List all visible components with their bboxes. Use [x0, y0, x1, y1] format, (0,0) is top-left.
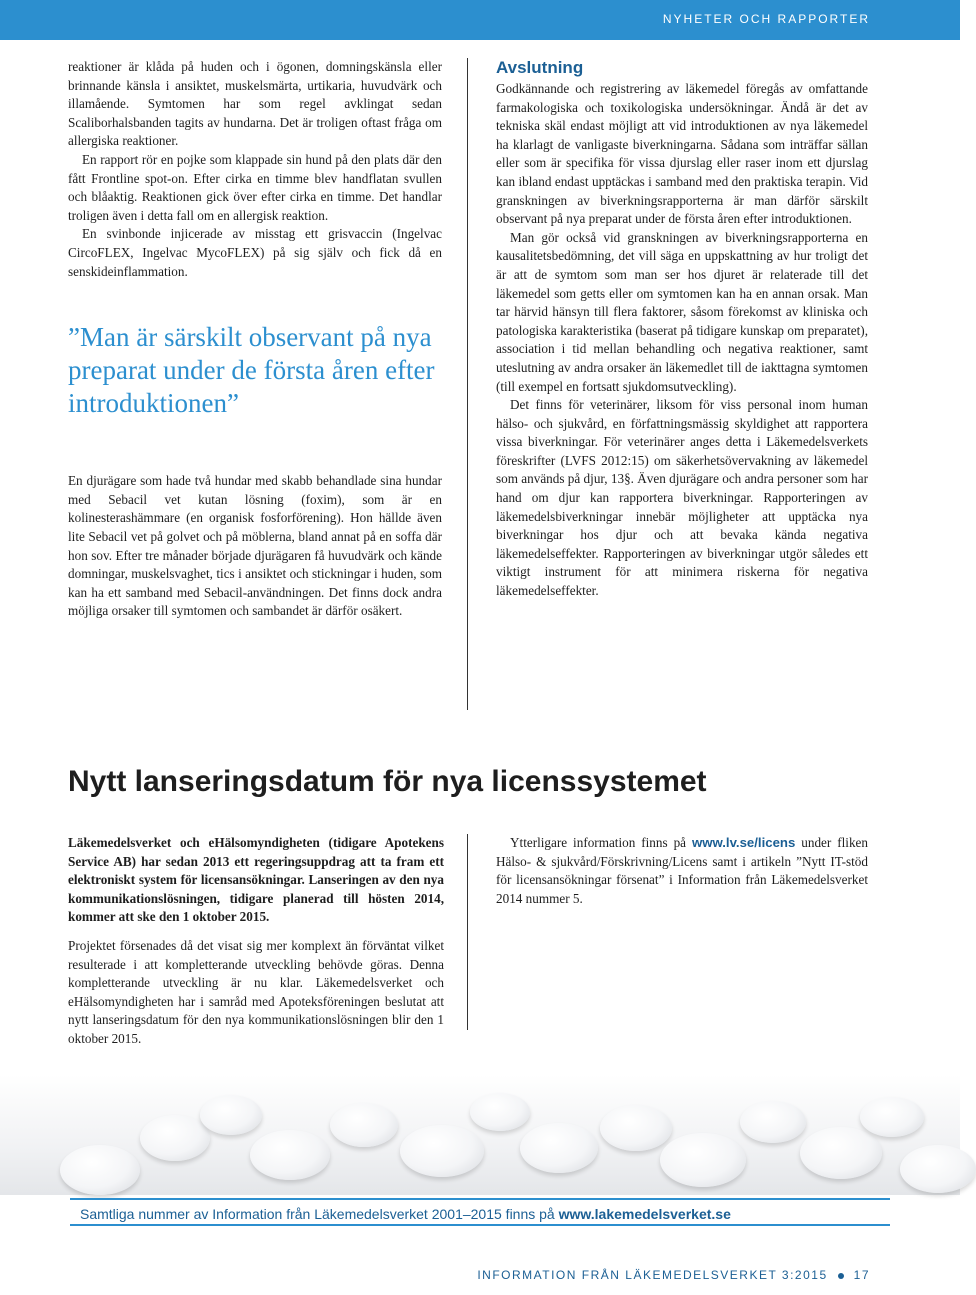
column-divider-2 [467, 834, 468, 1030]
left-column [68, 58, 442, 621]
right-paragraph-3: Det finns för veterinärer, liksom för viss personal inom human hälso- och sjukvård, en författningsmässig skyldighet att rapportera vissa biverkningar. För veterinärer anges detta i Läkemedelsverkets föreskrifter (LVFS 2012:15) om säkerhetsövervakning av läkemedel som används på djur, 13§. Även djurägare och andra personer som har hand om djur kan rapportera biverkningar. Rapporteringen av läkemedelsbiverkningar innebär möjligheter att upptäcka nya biverkningar hos djur och att bevaka kända negativa läkemedelseffekter. Rapporteringen av biverkningar utgör således ett viktigt instrument för att minimera riskerna för negativa läkemedelseffekter. [496, 397, 868, 599]
pill-image [250, 1130, 330, 1180]
page-footer [477, 1268, 870, 1282]
right-column [496, 58, 868, 601]
left-paragraph-2: En rapport rör en pojke som klappade sin hund på den plats där den fått Frontline spot-on. Efter cirka en timme blev handflatan svullen och blåaktig. Reaktionen gick över efter cirka en timme. Det handlar troligen även i detta fall om en allergisk reaktion. [68, 151, 442, 223]
pill-image [520, 1123, 598, 1173]
left-paragraph-4: En djurägare som hade två hundar med skabb behandlade sina hundar med Sebacil vet kutan lösning (foxim), som är en kolinesterashämmare (en organisk fosforförening). Hon hällde även lite Sebacil vet på golvet och på möblerna, bland annat på en soffa där hon sov. Efter tre månader började djurägaren få huvudvärk och kände domningar, muskelsvaghet, tics i ansiktet och stickningar i huden, som kan ha ett samband med Sebacil-användningen. Det finns dock andra möjliga orsaker till symtomen och sambandet är därför osäkert. [68, 473, 442, 619]
left-paragraph-3: En svinbonde injicerade av misstag ett grisvaccin (Ingelvac CircoFLEX, Ingelvac MycoFLEX) på sig själv och fick då en senskideinflammation. [68, 226, 442, 279]
pill-image [900, 1145, 976, 1193]
article2-p2-start: Ytterligare information finns på [510, 835, 692, 850]
article2-paragraph-2 [496, 834, 868, 908]
pill-image [860, 1097, 924, 1137]
pill-image [200, 1095, 262, 1135]
article2-right-column [496, 834, 868, 908]
page-number: 17 [853, 1268, 870, 1282]
left-paragraph-1: reaktioner är klåda på huden och i ögonen, domningskänsla eller brinnande känsla i ansiktet, muskelsmärta, urtikaria, huvudvärk och illamående. Symtomen har som regel avklingat sedan Scaliborhalsbanden tagits av hundarna. Det är troligen oftast fråga om allergiska reaktioner. [68, 59, 442, 149]
pill-image [330, 1103, 398, 1147]
pill-image [660, 1133, 746, 1187]
archive-banner [70, 1198, 890, 1226]
publication-name: INFORMATION FRÅN LÄKEMEDELSVERKET 3:2015 [477, 1268, 828, 1282]
section-header-bar [0, 0, 960, 40]
right-paragraph-1: Godkännande och registrering av läkemedel föregås av omfattande farmakologiska och toxikologiska undersökningar. Ändå är det av tekniska skäl endast möjligt att vid introduktionen av nya läkemedel ha klarlagt de vanligaste biverkningarna. Sådana som inträffar sällan eller som är specifika för vissa djurslag eller raser inom ett djurslag kan ibland endast upptäckas i samband med den praktiska terapin. Vid granskningen av biverkningsrapporterna är man därför särskilt observant på nya preparat under de första åren efter introduktionen. [496, 81, 868, 227]
subheading-avslutning: Avslutning [496, 58, 584, 77]
website-link[interactable]: www.lakemedelsverket.se [558, 1206, 731, 1222]
article2-left-column [68, 834, 444, 1046]
pills-photo [0, 1075, 960, 1195]
column-divider [467, 58, 468, 710]
pill-image [740, 1101, 806, 1143]
pill-image [400, 1125, 484, 1177]
pill-image [140, 1115, 210, 1161]
article-headline: Nytt lanseringsdatum för nya licenssystemet [68, 765, 707, 798]
article2-paragraph-1: Projektet försenades då det visat sig mer komplext än förväntat vilket resulterade i att kompletterande utveckling behövde göras. Denna kompletterande utveckling är nu klar. Läkemedelsverket och eHälsomyndigheten har i samråd med Apoteksföreningen beslutat att nytt lanseringsdatum för den nya kommunikationslösningen blir den 1 oktober 2015. [68, 937, 444, 1046]
pill-image [600, 1105, 672, 1151]
section-label: NYHETER OCH RAPPORTER [662, 12, 870, 26]
article2-lead: Läkemedelsverket och eHälsomyndigheten (tidigare Apotekens Service AB) har sedan 2013 ett regeringsuppdrag att ta fram ett elektroniskt system för licensansökningar. Lanseringen av den nya kommunikationslösningen, tidigare planerad till hösten 2014, kommer att ske den 1 oktober 2015. [68, 835, 444, 925]
bullet-icon [838, 1273, 844, 1279]
pill-image [60, 1145, 140, 1195]
licens-link[interactable]: www.lv.se/licens [691, 835, 796, 850]
right-paragraph-2: Man gör också vid granskningen av biverkningsrapporterna en kausalitetsbedömning, det vill säga en uppskattning av hur troligt det är att de symtom som man ser hos djuret är relaterade till det läkemedel som getts eller om symtomen kan ha en annan orsak. Man tar härvid hänsyn till flera faktorer, såsom förekomst av kliniska och patologiska karakteristika (baserat på tidigare kunskap om preparatet), association i tid mellan behandling och negativa reaktioner, samt uteslutning av andra orsaker än läkemedlet till de iakttagna symtomen (till exempel en fortsatt sjukdomsutveckling). [496, 229, 868, 394]
pill-image [800, 1127, 882, 1179]
banner-text: Samtliga nummer av Information från Läkemedelsverket 2001–2015 finns på [80, 1206, 559, 1222]
pull-quote: ”Man är särskilt observant på nya preparat under de första åren efter introduktionen” [68, 322, 435, 419]
pill-image [470, 1093, 530, 1131]
article2-p2-end: under fliken Hälso- & sjukvård/Förskrivning/Licens samt i artikeln ”Nytt IT-stöd för licensansökningar försenat” i Information från Läkemedelsverket 2014 nummer 5. [496, 835, 868, 906]
